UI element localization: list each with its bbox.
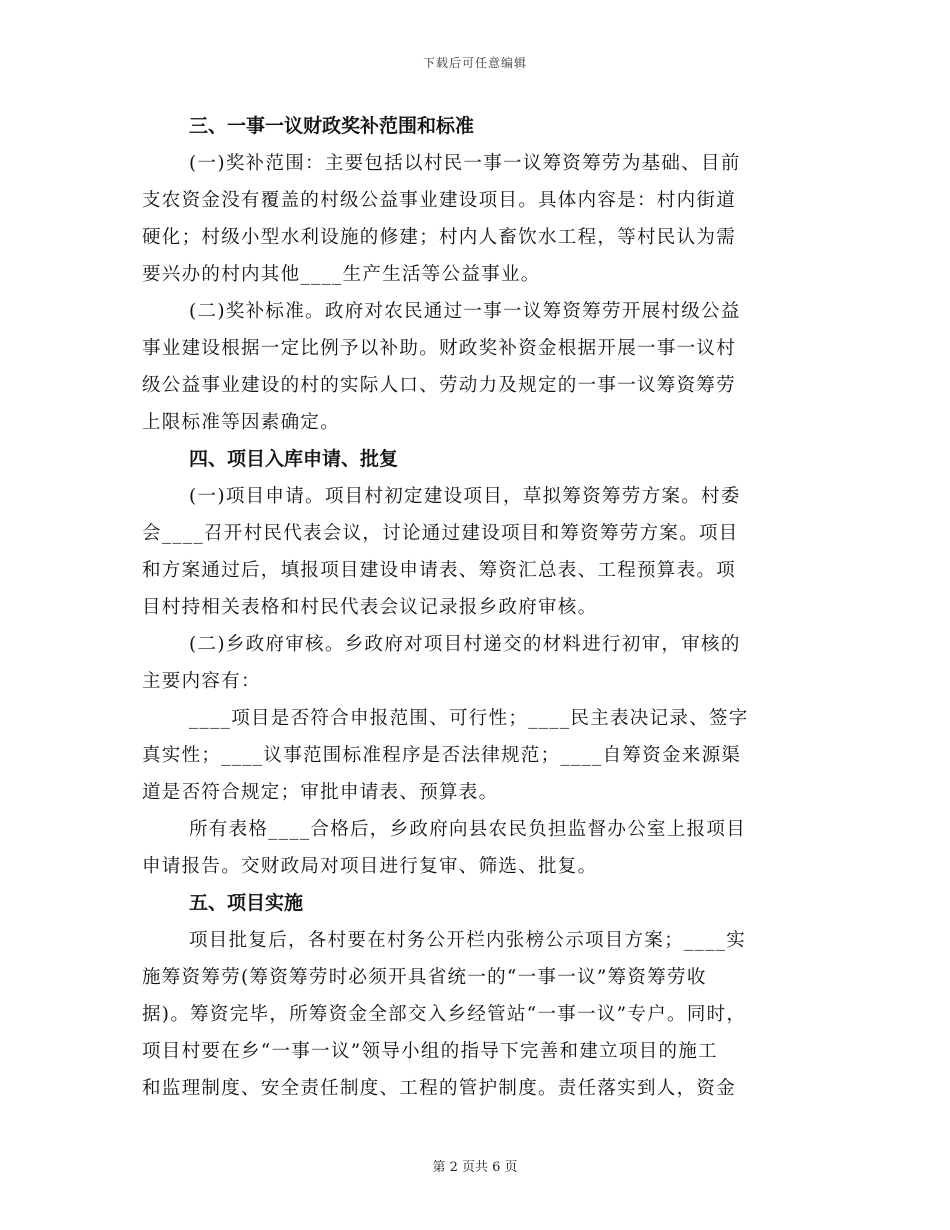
text-line: ____项目是否符合申报范围、可行性；____民主表决记录、签字 bbox=[189, 708, 749, 729]
text-line: 要兴办的村内其他____生产生活等公益事业。 bbox=[142, 264, 541, 285]
page-header: 下载后可任意编辑 bbox=[422, 56, 527, 70]
text-line: 施筹资筹劳(筹资筹劳时必须开具省统一的“一事一议”筹资筹劳收 bbox=[142, 967, 707, 988]
document-body bbox=[142, 108, 802, 1107]
text-line: 项目村要在乡“一事一议”领导小组的指导下完善和建立项目的施工 bbox=[142, 1041, 718, 1062]
text-line: 所有表格____合格后，乡政府向县农民负担监督办公室上报项目 bbox=[189, 819, 747, 840]
text-line: 道是否符合规定；审批申请表、预算表。 bbox=[142, 782, 499, 803]
text-line: (一)奖补范围：主要包括以村民一事一议筹资筹劳为基础、目前 bbox=[189, 153, 741, 174]
text-line: 上限标准等因素确定。 bbox=[142, 412, 341, 433]
text-line: 会____召开村民代表会议，讨论通过建设项目和筹资筹劳方案。项目 bbox=[142, 523, 739, 544]
paragraph bbox=[142, 626, 802, 700]
section-5 bbox=[142, 885, 802, 1107]
text-line: 支农资金没有覆盖的村级公益事业建设项目。具体内容是：村内街道 bbox=[142, 190, 737, 211]
text-line: (一)项目申请。项目村初定建设项目，草拟筹资筹劳方案。村委 bbox=[189, 486, 741, 507]
text-line: 据)。筹资完毕，所筹资金全部交入乡经管站“一事一议”专户。同时， bbox=[142, 1004, 747, 1025]
text-line: 事业建设根据一定比例予以补助。财政奖补资金根据开展一事一议村 bbox=[142, 338, 737, 359]
text-line: 申请报告。交财政局对项目进行复审、筛选、批复。 bbox=[142, 856, 598, 877]
paragraph bbox=[142, 478, 802, 626]
text-line: 目村持相关表格和村民代表会议记录报乡政府审核。 bbox=[142, 597, 598, 618]
text-line: 级公益事业建设的村的实际人口、劳动力及规定的一事一议筹资筹劳 bbox=[142, 375, 737, 396]
text-line: (二)奖补标准。政府对农民通过一事一议筹资筹劳开展村级公益 bbox=[189, 301, 741, 322]
text-line: (二)乡政府审核。乡政府对项目村递交的材料进行初审，审核的 bbox=[189, 634, 741, 655]
section-4 bbox=[142, 441, 802, 885]
section-3 bbox=[142, 108, 802, 441]
text-line: 项目批复后，各村要在村务公开栏内张榜公示项目方案；____实 bbox=[189, 930, 747, 951]
text-line: 真实性；____议事范围标准程序是否法律规范；____自筹资金来源渠 bbox=[142, 745, 742, 766]
text-line: 主要内容有： bbox=[142, 671, 261, 692]
paragraph bbox=[142, 293, 802, 441]
section-heading: 三、一事一议财政奖补范围和标准 bbox=[189, 115, 475, 137]
page-footer: 第 2 页共 6 页 bbox=[432, 1160, 518, 1175]
paragraph bbox=[142, 145, 802, 293]
paragraph bbox=[142, 922, 802, 1107]
section-heading: 五、项目实施 bbox=[189, 892, 304, 914]
paragraph bbox=[142, 700, 802, 811]
section-heading: 四、项目入库申请、批复 bbox=[189, 448, 399, 470]
paragraph bbox=[142, 811, 802, 885]
text-line: 和方案通过后，填报项目建设申请表、筹资汇总表、工程预算表。项 bbox=[142, 560, 737, 581]
text-line: 硬化；村级小型水利设施的修建；村内人畜饮水工程，等村民认为需 bbox=[142, 227, 737, 248]
text-line: 和监理制度、安全责任制度、工程的管护制度。责任落实到人，资金 bbox=[142, 1078, 737, 1099]
